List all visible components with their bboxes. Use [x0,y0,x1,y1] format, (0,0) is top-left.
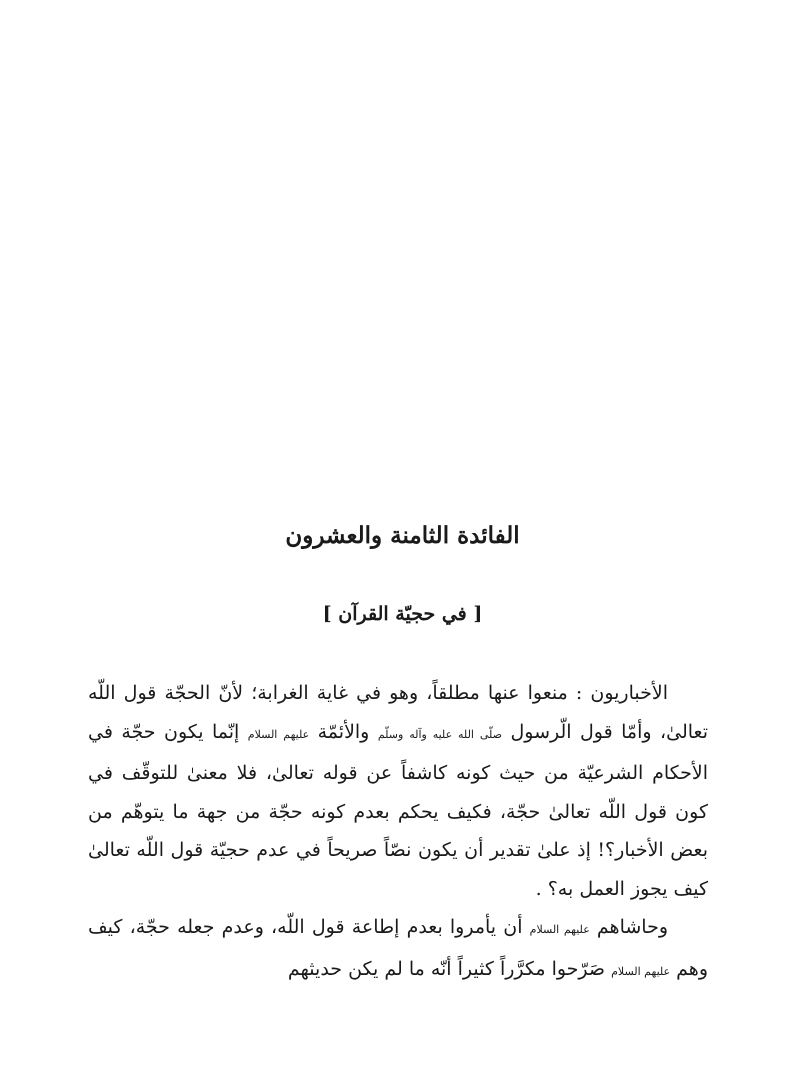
paragraph-1 [88,674,708,908]
paragraph-2-text-b: أن يأمروا بعدم إطاعة قول اللّه، وعدم جعله حجّة، كيف وهم [88,916,708,980]
paragraph-1-text-c: إنّما يكون حجّة في الأحكام الشرعيّة من حيث كونه كاشفاً عن قوله تعالىٰ، فلا معنىٰ للتوقّف في كون قول اللّه تعالىٰ حجّة، فكيف يحكم بعدم كونه حجّة من جهة ما يتوهّم من بعض الأخبار؟! إذ علىٰ تقدير أن يكون نصّاً صريحاً في عدم حجيّة قول اللّه تعالىٰ كيف يجوز العمل به؟ . [88,720,708,900]
paragraph-2 [88,908,708,991]
chapter-title: الفائدة الثامنة والعشرون [285,522,520,549]
paragraph-1-text-b: والأئمّة [309,720,378,743]
honorific-imams: عليهم السلام [611,964,671,978]
paragraph-2-text-a: وحاشاهم [589,916,669,938]
section-title: [ في حجيّة القرآن ] [322,603,483,625]
paragraph-2-text-c: صَرّحوا مكرَّراً كثيراً أنّه ما لم يكن حديثهم [287,957,612,980]
honorific-imams: عليهم السلام [247,727,310,741]
body-text [88,674,708,991]
honorific-imams: عليهم السلام [529,923,590,936]
paragraph-1-text-a: الأخباريون : منعوا عنها مطلقاً، وهو في غاية الغرابة؛ لأنّ الحجّة قول اللّه تعالىٰ، وأمّا قول الّرسول [88,682,709,743]
honorific-prophet: صلّى الله عليه وآله وسلّم [377,727,503,741]
